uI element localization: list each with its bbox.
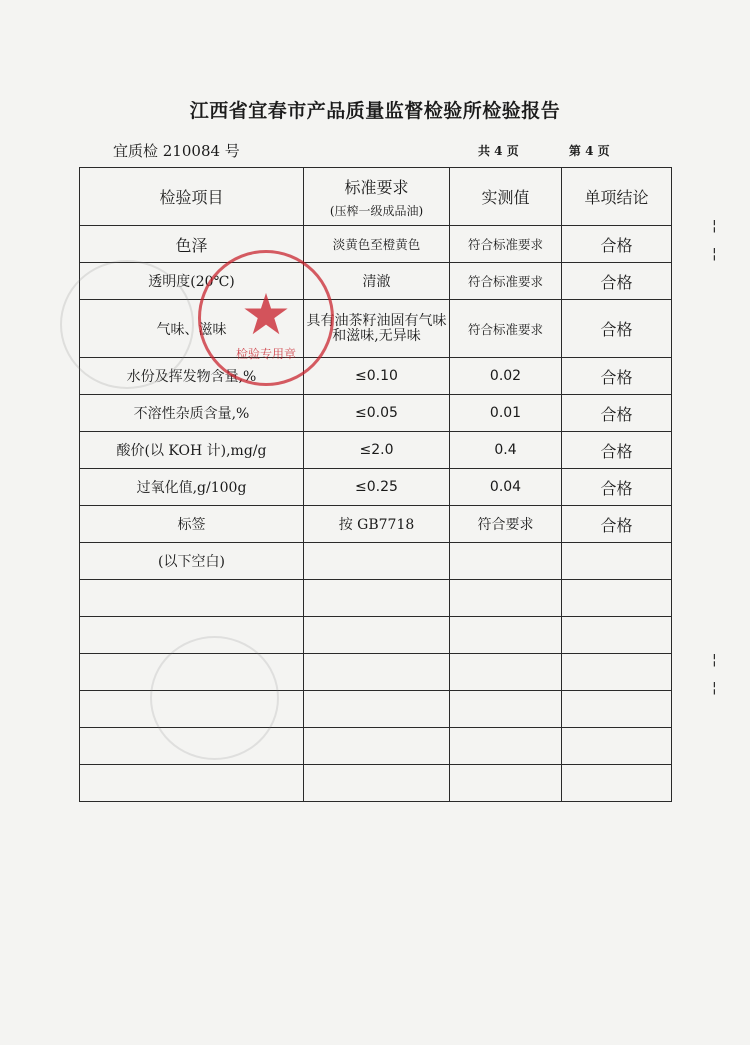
- row-standard: 按 GB7718: [304, 506, 450, 543]
- report-title: 江西省宜春市产品质量监督检验所检验报告: [189, 100, 561, 122]
- header-standard-sub: (压榨一级成品油): [329, 203, 424, 218]
- table-row: [80, 263, 672, 300]
- row-measured: 0.4: [450, 432, 562, 469]
- empty-cell: [562, 765, 672, 802]
- table-row-empty: [80, 654, 672, 691]
- row-conclusion: 合格: [562, 395, 672, 432]
- table-row: [80, 506, 672, 543]
- table-row-empty: [80, 728, 672, 765]
- empty-cell: [304, 543, 450, 580]
- row-item: 透明度(20℃): [80, 263, 304, 300]
- header-item: 检验项目: [80, 168, 304, 226]
- row-standard: ≤0.25: [304, 469, 450, 506]
- header-standard: [304, 168, 450, 226]
- row-conclusion: 合格: [562, 358, 672, 395]
- blank-note: (以下空白): [80, 543, 304, 580]
- row-measured: 0.04: [450, 469, 562, 506]
- row-item: 色泽: [80, 226, 304, 263]
- empty-cell: [450, 765, 562, 802]
- empty-cell: [562, 580, 672, 617]
- binding-mark-icon: ¦: [712, 680, 717, 696]
- row-standard: ≤0.10: [304, 358, 450, 395]
- empty-cell: [80, 728, 304, 765]
- row-conclusion: 合格: [562, 469, 672, 506]
- empty-cell: [80, 580, 304, 617]
- row-standard: 具有油茶籽油固有气味和滋味,无异味: [304, 300, 450, 358]
- empty-cell: [450, 654, 562, 691]
- table-row-empty: [80, 580, 672, 617]
- empty-cell: [450, 580, 562, 617]
- empty-cell: [450, 543, 562, 580]
- row-measured: 符合标准要求: [450, 263, 562, 300]
- row-item: 酸价(以 KOH 计),mg/g: [80, 432, 304, 469]
- empty-cell: [304, 765, 450, 802]
- report-number: 宜质检 210084 号: [113, 142, 240, 160]
- empty-cell: [80, 617, 304, 654]
- table-header-row: [80, 168, 672, 226]
- row-measured: 符合标准要求: [450, 226, 562, 263]
- current-page: 第 4 页: [568, 144, 610, 158]
- binding-mark-icon: ¦: [712, 246, 717, 262]
- row-item: 不溶性杂质含量,%: [80, 395, 304, 432]
- empty-cell: [304, 617, 450, 654]
- table-row: [80, 300, 672, 358]
- empty-cell: [562, 543, 672, 580]
- binding-mark-icon: ¦: [712, 218, 717, 234]
- page-indicator: [478, 142, 610, 159]
- binding-mark-icon: ¦: [712, 652, 717, 668]
- empty-cell: [304, 580, 450, 617]
- table-row: [80, 226, 672, 263]
- empty-cell: [80, 691, 304, 728]
- row-conclusion: 合格: [562, 226, 672, 263]
- table-row-blank-note: [80, 543, 672, 580]
- empty-cell: [450, 617, 562, 654]
- empty-cell: [450, 728, 562, 765]
- table-row: [80, 469, 672, 506]
- table-row-empty: [80, 765, 672, 802]
- row-measured: 0.02: [450, 358, 562, 395]
- empty-cell: [304, 691, 450, 728]
- header-conclusion: 单项结论: [562, 168, 672, 226]
- row-standard: 清澈: [304, 263, 450, 300]
- row-conclusion: 合格: [562, 506, 672, 543]
- table-row: [80, 432, 672, 469]
- empty-cell: [562, 691, 672, 728]
- row-measured: 0.01: [450, 395, 562, 432]
- row-conclusion: 合格: [562, 300, 672, 358]
- row-standard: 淡黄色至橙黄色: [304, 226, 450, 263]
- row-item: 标签: [80, 506, 304, 543]
- empty-cell: [562, 617, 672, 654]
- row-item: 水份及挥发物含量,%: [80, 358, 304, 395]
- table-row-empty: [80, 691, 672, 728]
- empty-cell: [80, 765, 304, 802]
- empty-cell: [304, 654, 450, 691]
- empty-cell: [80, 654, 304, 691]
- header-measured: 实测值: [450, 168, 562, 226]
- row-standard: ≤0.05: [304, 395, 450, 432]
- empty-cell: [304, 728, 450, 765]
- table-row: [80, 358, 672, 395]
- empty-cell: [450, 691, 562, 728]
- empty-cell: [562, 728, 672, 765]
- row-item: 气味、滋味: [80, 300, 304, 358]
- row-conclusion: 合格: [562, 432, 672, 469]
- row-standard: ≤2.0: [304, 432, 450, 469]
- seal-text: 检验专用章: [235, 347, 296, 361]
- row-conclusion: 合格: [562, 263, 672, 300]
- table-row: [80, 395, 672, 432]
- total-pages: 共 4 页: [478, 144, 519, 158]
- header-standard-label: 标准要求: [344, 177, 409, 197]
- row-item: 过氧化值,g/100g: [80, 469, 304, 506]
- empty-cell: [562, 654, 672, 691]
- table-row-empty: [80, 617, 672, 654]
- row-measured: 符合要求: [450, 506, 562, 543]
- row-measured: 符合标准要求: [450, 300, 562, 358]
- inspection-table: [79, 167, 672, 802]
